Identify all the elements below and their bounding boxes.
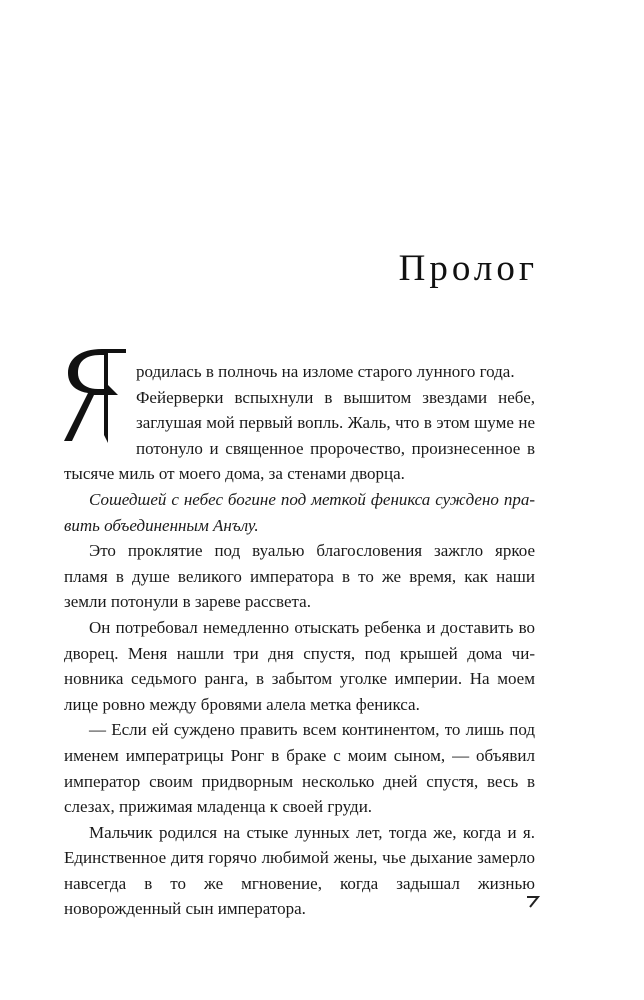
paragraph-5 xyxy=(64,615,535,717)
paragraph-text: родилась в полночь на изломе старого лунного года. xyxy=(136,362,515,381)
paragraph-text: — Если ей суждено править всем континентом, то лишь под именем императрицы Ронг в браке с моим сыном, — объявил император своим придворным несколько дней спустя, весь в слезах, прижимая младенца к своей груди. xyxy=(64,720,535,817)
paragraph-6 xyxy=(64,717,535,819)
paragraph-text: Мальчик родился на стыке лунных лет, тогда же, когда и я. Единственное дитя горячо любимой жены, чье дыхание замерло навсегда в то же мгновение, когда задышал жизнью новорожденный сын императора. xyxy=(64,822,535,919)
paragraph-text: Сошедшей с небес богине под меткой феникса суждено править объединенным Анълу. xyxy=(64,489,535,535)
paragraph-text: Он потребовал немедленно отыскать ребенка и доставить во дворец. Меня нашли три дня спустя, под крышей дома чиновника седьмого ранга, в забытом уголке империи. На моем лице ровно между бровями алела метка феникса. xyxy=(64,617,535,714)
paragraph-1 xyxy=(64,359,535,385)
page-number-glyph xyxy=(525,893,541,909)
paragraph-7 xyxy=(64,820,535,922)
paragraph-4 xyxy=(64,538,535,615)
paragraph-text: Это проклятие под вуалью благословения зажгло яркое пламя в душе великого императора в то же время, как наши земли потонули в зареве рассвета. xyxy=(64,541,535,612)
paragraph-2 xyxy=(64,385,535,487)
drop-cap-ya xyxy=(64,345,128,441)
prophecy-paragraph xyxy=(64,487,535,538)
chapter-body xyxy=(64,359,535,922)
paragraph-text: Фейерверки вспыхнули в вышитом звездами небе, заглушая мой первый вопль. Жаль, что в этом шуме не потонуло и священное пророчество, произнесенное в тысяче миль от моего дома, за стенами дворца. xyxy=(64,387,535,484)
chapter-title: Пролог xyxy=(398,247,538,289)
drop-cap-glyph-icon xyxy=(64,345,128,445)
page-number xyxy=(525,893,541,909)
